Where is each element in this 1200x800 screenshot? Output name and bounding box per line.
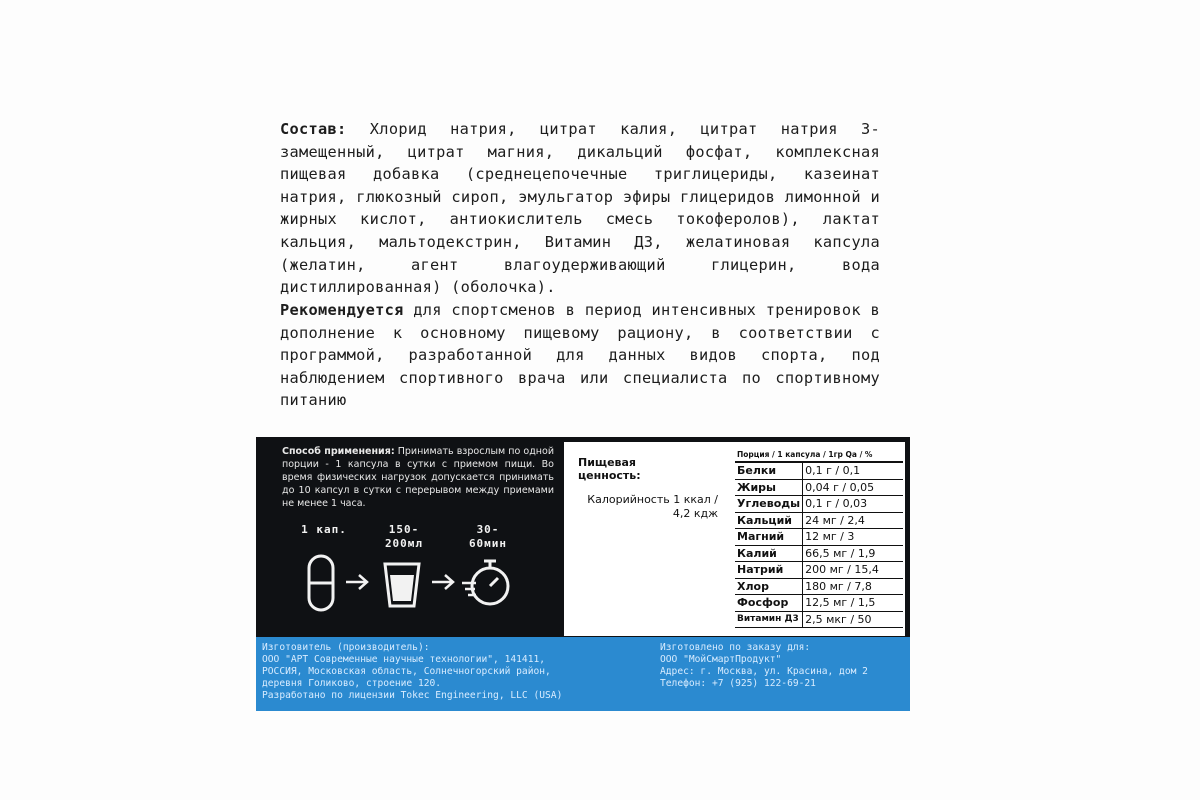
usage-body: Принимать взрослым по одной порции - 1 капсула в сутки с приемом пищи. Во время физических нагрузок допускается принимать до 10 капсул в сутки с перерывом между приемами не менее 1 часа. [282,446,555,509]
ordered-by-block [660,642,910,690]
recommendation-body: для спортсменов в период интенсивных тренировок в дополнение к основному пищевому рациону, в соответствии с программой, разработанной для данных видов спорта, под наблюдением спортивного врача или специалиста по спортивному питанию [280,301,880,410]
nutrient-value: 0,04 г / 0,05 [803,479,903,496]
nutrient-name: Витамин Д3 [735,611,803,628]
nutrient-name: Хлор [735,578,803,595]
nutrient-name: Натрий [735,562,803,579]
nutrient-value: 0,1 г / 0,1 [803,462,903,479]
arrow-right-icon [430,573,456,591]
table-row [735,562,903,579]
ordered-by-company: ООО "МойСмартПродукт" [660,654,782,665]
nutrient-value: 2,5 мкг / 50 [803,611,903,628]
composition-text [280,118,880,299]
manufacturer-line: ООО "АРТ Современные научные технологии", 141411, [262,654,546,665]
nutrient-name: Жиры [735,479,803,496]
nutrition-facts-panel [562,440,907,638]
nutrient-name: Углеводы [735,496,803,513]
license-line: Разработано по лицензии Tokec Engineering, LLC (USA) [262,690,563,701]
arrow-right-icon [344,573,370,591]
ordered-by-phone: Телефон: +7 (925) 122-69-21 [660,678,816,689]
wait-time-label: 30- 60мин [468,523,508,550]
recommendation-text [280,299,880,412]
table-row [735,462,903,479]
ordered-by-heading: Изготовлено по заказу для: [660,642,811,653]
glass-of-water-icon [382,561,422,609]
nutrient-name: Белки [735,462,803,479]
nutrient-value: 200 мг / 15,4 [803,562,903,579]
composition-body: Хлорид натрия, цитрат калия, цитрат натрия 3-замещенный, цитрат магния, дикальций фосфат, комплексная пищевая добавка (среднецепочечные триглицериды, казеинат натрия, глюкозный сироп, эмульгатор эфиры глицеридов лимонной и жирных кислот, антиокислитель смесь токоферолов), лактат кальция, мальтодекстрин, Витамин Д3, желатиновая капсула (желатин, агент влагоудерживающий глицерин, вода дистиллированная) (оболочка). [280,120,880,297]
table-row [735,611,903,628]
manufacturer-line: РОССИЯ, Московская область, Солнечногорский район, [262,666,551,677]
ordered-by-address: Адрес: г. Москва, ул. Красина, дом 2 [660,666,868,677]
nutrition-table [735,448,903,628]
product-label [256,437,910,711]
capsule-icon [306,553,336,613]
manufacturer-line: деревня Голиково, строение 120. [262,678,442,689]
nutrient-value: 12 мг / 3 [803,529,903,546]
nutrient-value: 180 мг / 7,8 [803,578,903,595]
table-row [735,578,903,595]
nutrient-name: Калий [735,545,803,562]
table-row [735,496,903,513]
usage-instructions [282,445,554,510]
table-row [735,529,903,546]
nutrient-name: Магний [735,529,803,546]
manufacturer-block [262,642,642,702]
table-row [735,512,903,529]
table-row [735,545,903,562]
water-volume-label: 150- 200мл [384,523,424,550]
manufacturer-heading: Изготовитель (производитель): [262,642,430,653]
nutrient-value: 0,1 г / 0,03 [803,496,903,513]
stopwatch-icon [462,557,512,609]
nutrient-name: Фосфор [735,595,803,612]
nutrition-title: Пищевая ценность: [578,456,641,482]
nutrient-value: 12,5 мг / 1,5 [803,595,903,612]
nutrition-table-header: Порция / 1 капсула / 1гр Qa / % [735,448,903,462]
energy-value: Калорийность 1 ккал / 4,2 кдж [587,493,718,520]
capsule-dose-label: 1 кап. [301,523,347,536]
composition-heading: Состав: [280,120,347,138]
manufacturer-info-band [256,637,910,711]
nutrient-name: Кальций [735,512,803,529]
nutrient-value: 66,5 мг / 1,9 [803,545,903,562]
table-row [735,479,903,496]
recommendation-heading: Рекомендуется [280,301,404,319]
nutrient-value: 24 мг / 2,4 [803,512,903,529]
usage-heading: Способ применения: [282,446,395,457]
table-row [735,595,903,612]
